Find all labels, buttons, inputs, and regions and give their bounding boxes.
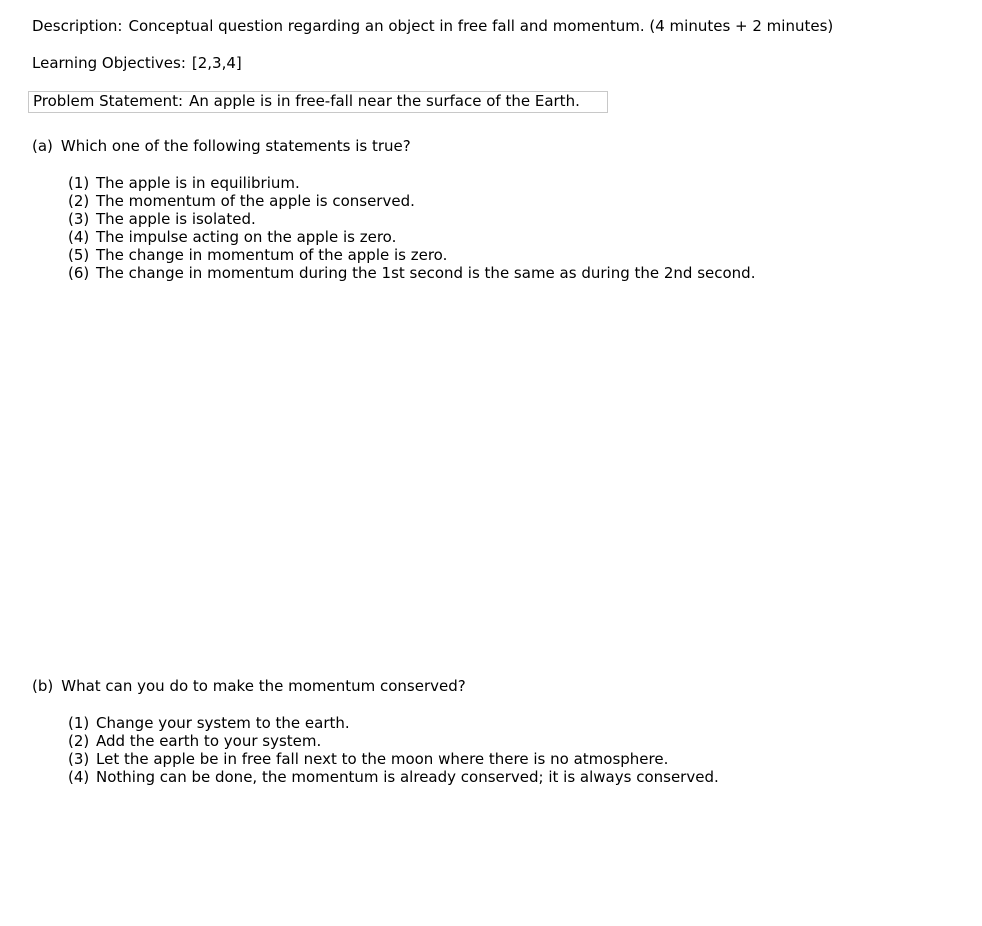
question-b (32, 677, 466, 695)
question-b-text: What can you do to make the momentum conserved? (61, 677, 466, 695)
options-list-b (68, 714, 719, 786)
description-text: Conceptual question regarding an object in free fall and momentum. (4 minutes + 2 minutes) (128, 17, 834, 35)
option-a-6 (68, 264, 755, 282)
objectives-text: [2,3,4] (191, 54, 242, 72)
option-number: (4) (68, 768, 90, 786)
option-b-2 (68, 732, 719, 750)
problem-statement-box (28, 91, 608, 113)
option-number: (2) (68, 732, 90, 750)
option-a-3 (68, 210, 755, 228)
option-text: The impulse acting on the apple is zero. (96, 228, 397, 246)
option-number: (3) (68, 210, 90, 228)
option-a-1 (68, 174, 755, 192)
option-number: (1) (68, 174, 90, 192)
learning-objectives-line (32, 54, 242, 72)
problem-text: An apple is in free-fall near the surface of the Earth. (189, 92, 580, 110)
objectives-label: Learning Objectives: (32, 54, 186, 72)
problem-label: Problem Statement: (33, 92, 184, 110)
option-b-1 (68, 714, 719, 732)
description-label: Description: (32, 17, 123, 35)
description-line (32, 17, 833, 35)
option-b-3 (68, 750, 719, 768)
question-b-label: (b) (32, 677, 54, 695)
option-number: (2) (68, 192, 90, 210)
option-number: (4) (68, 228, 90, 246)
question-a-text: Which one of the following statements is true? (60, 137, 411, 155)
option-text: Add the earth to your system. (96, 732, 322, 750)
option-b-4 (68, 768, 719, 786)
option-number: (6) (68, 264, 90, 282)
option-text: The momentum of the apple is conserved. (96, 192, 415, 210)
option-text: The change in momentum during the 1st second is the same as during the 2nd second. (96, 264, 756, 282)
option-text: Let the apple be in free fall next to the moon where there is no atmosphere. (96, 750, 669, 768)
option-a-2 (68, 192, 755, 210)
option-a-4 (68, 228, 755, 246)
question-a (32, 137, 411, 155)
option-a-5 (68, 246, 755, 264)
options-list-a (68, 174, 755, 282)
option-text: The apple is isolated. (96, 210, 256, 228)
option-number: (1) (68, 714, 90, 732)
option-text: The change in momentum of the apple is zero. (96, 246, 448, 264)
option-text: Nothing can be done, the momentum is already conserved; it is always conserved. (96, 768, 719, 786)
option-text: Change your system to the earth. (96, 714, 350, 732)
option-text: The apple is in equilibrium. (96, 174, 300, 192)
question-a-label: (a) (32, 137, 53, 155)
option-number: (5) (68, 246, 90, 264)
option-number: (3) (68, 750, 90, 768)
